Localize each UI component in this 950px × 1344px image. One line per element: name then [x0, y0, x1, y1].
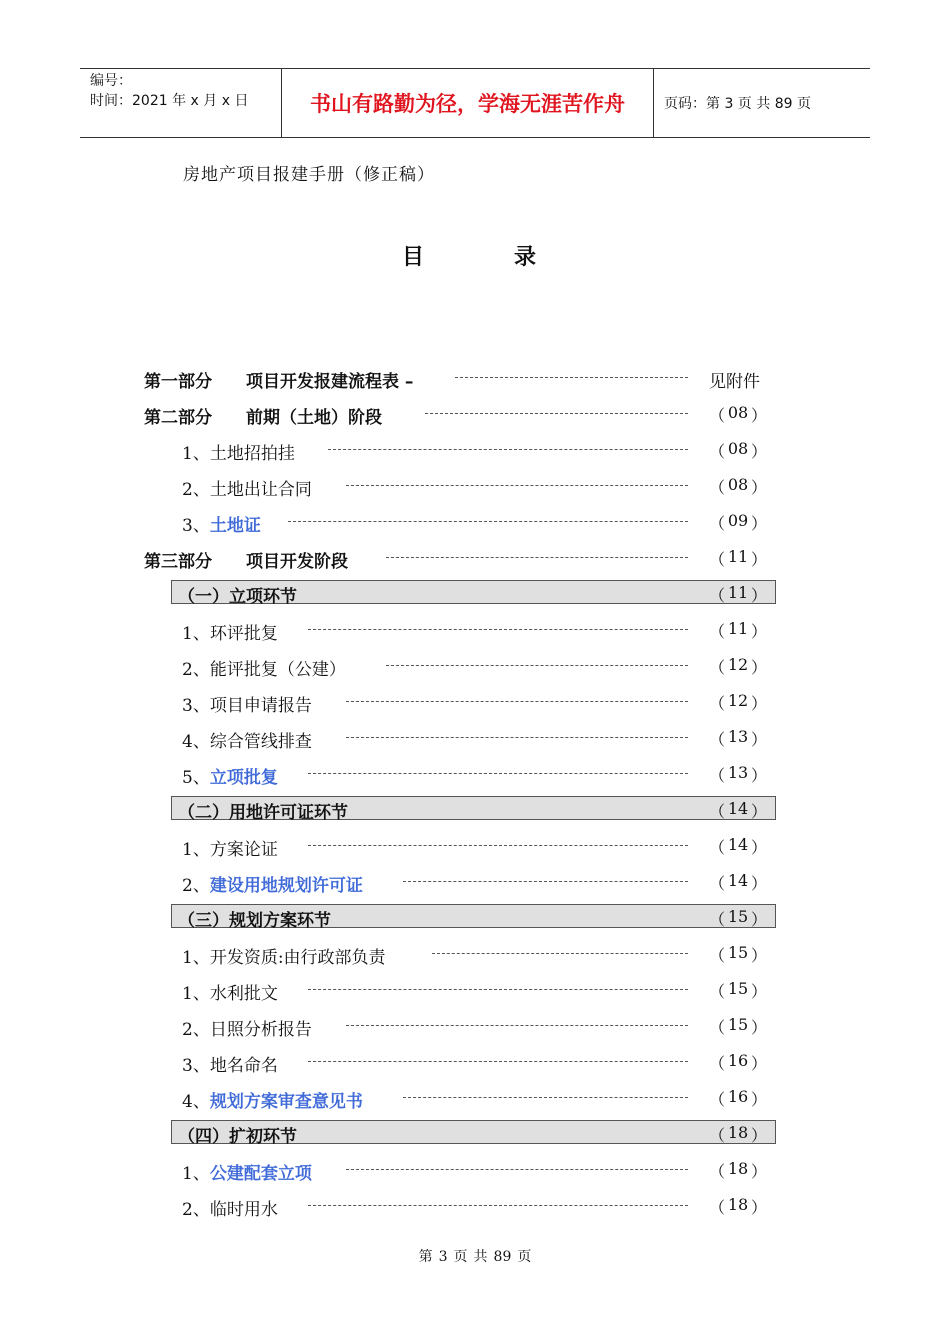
paren-open: （: [709, 766, 726, 785]
paren-close: ）: [750, 550, 767, 569]
toc-heading-char-1: 目: [402, 245, 425, 270]
toc-item-number: 2、: [182, 876, 210, 896]
toc-item-number: 1、: [182, 624, 210, 644]
toc-section-header[interactable]: [171, 904, 776, 931]
paren-open: （: [709, 1198, 726, 1217]
paren-close: ）: [750, 478, 767, 497]
toc-page-value: 18: [727, 1159, 749, 1178]
toc-page: [709, 727, 767, 750]
toc-item-number: 1、: [182, 948, 210, 968]
toc-item-text: 土地出让合同: [209, 480, 312, 500]
document-subtitle: 房地产项目报建手册（修正稿）: [183, 165, 435, 185]
toc-page: [709, 1087, 767, 1110]
toc-item-label: [182, 1159, 312, 1184]
toc-item-label: [182, 511, 261, 536]
toc-item-label: [182, 439, 295, 464]
footer-total-pages: 89: [493, 1249, 512, 1265]
leader-dots: [425, 413, 688, 414]
toc-item-text: 水利批文: [209, 984, 278, 1004]
toc-page: [709, 475, 767, 498]
toc-item-text: 综合管线排查: [209, 732, 312, 752]
toc-page-value: 15: [727, 1015, 749, 1034]
toc-page-value: 11: [727, 547, 749, 566]
toc-page: [709, 1195, 767, 1218]
toc-page: [709, 871, 767, 894]
paren-open: （: [709, 730, 726, 749]
toc-page: [709, 403, 767, 426]
toc-item-label: [182, 691, 312, 716]
toc-page-value: 见附件: [709, 372, 760, 392]
toc-item-text: 开发资质:由行政部负责: [209, 948, 386, 968]
leader-dots: [346, 1025, 688, 1026]
toc-part-label: 第三部分 项目开发阶段: [144, 552, 348, 572]
motto: 书山有路勤为径，学海无涯苦作舟: [282, 69, 654, 137]
paren-open: （: [709, 1054, 726, 1073]
toc-heading: [402, 240, 536, 271]
toc-page: [709, 1159, 767, 1182]
toc-page: [709, 835, 767, 858]
toc-page: [709, 1051, 767, 1074]
toc-item[interactable]: [0, 1044, 950, 1080]
footer-text: 页: [517, 1249, 532, 1265]
header-meta-cell: [80, 69, 282, 137]
toc-page: [709, 583, 767, 606]
toc-item[interactable]: [0, 684, 950, 720]
toc-page: [709, 655, 767, 678]
toc-part-label: 第二部分 前期（土地）阶段: [144, 408, 382, 428]
toc-item-label: [182, 655, 346, 680]
paren-open: （: [709, 406, 726, 425]
toc-item[interactable]: [0, 936, 950, 972]
toc-section-header[interactable]: [171, 796, 776, 823]
paren-open: （: [709, 514, 726, 533]
paren-close: ）: [750, 1198, 767, 1217]
paren-open: （: [709, 658, 726, 677]
toc-item[interactable]: [0, 648, 950, 684]
paren-open: （: [709, 586, 726, 605]
toc-page-value: 13: [727, 763, 749, 782]
toc-item-text: 日照分析报告: [209, 1020, 312, 1040]
leader-dots: [403, 881, 688, 882]
paren-close: ）: [750, 1126, 767, 1145]
toc-page: [709, 1123, 767, 1146]
toc-item-text: 项目申请报告: [209, 696, 312, 716]
leader-dots: [308, 629, 688, 630]
toc-page: [709, 907, 767, 930]
toc-page-value: 18: [727, 1123, 749, 1142]
leader-dots: [308, 989, 688, 990]
paren-close: ）: [750, 766, 767, 785]
toc-item-text: 方案论证: [209, 840, 278, 860]
toc-page-value: 08: [727, 475, 749, 494]
toc-item-number: 4、: [182, 1092, 210, 1112]
footer-text: 第: [418, 1249, 433, 1265]
toc-page-value: 11: [727, 583, 749, 602]
toc-item[interactable]: [0, 468, 950, 504]
leader-dots: [346, 1169, 688, 1170]
toc-item-label: [182, 619, 278, 644]
toc-page: [709, 1015, 767, 1038]
toc-item-label: [182, 871, 363, 896]
toc-item[interactable]: [0, 432, 950, 468]
toc-page-value: 15: [727, 943, 749, 962]
paren-open: （: [709, 1126, 726, 1145]
paren-open: （: [709, 946, 726, 965]
paren-open: （: [709, 442, 726, 461]
toc-part-1[interactable]: [0, 360, 950, 396]
toc-page-value: 14: [727, 835, 749, 854]
toc-item-text: 能评批复（公建）: [209, 660, 346, 680]
leader-dots: [308, 773, 688, 774]
time-label: 时间：2021 年 x 月 x 日: [90, 93, 249, 109]
paren-close: ）: [750, 910, 767, 929]
toc-page-value: 08: [727, 403, 749, 422]
toc-item-number: 3、: [182, 1056, 210, 1076]
toc-item-number: 1、: [182, 984, 210, 1004]
header-page-info: 页码：第 3 页 共 89 页: [664, 96, 811, 112]
toc-part-label: 第一部分 项目开发报建流程表 –: [144, 372, 414, 392]
toc-section-label: （四）扩初环节: [178, 1127, 297, 1147]
toc-page: [709, 799, 767, 822]
toc-page: [709, 511, 767, 534]
toc-page: [709, 439, 767, 462]
leader-dots: [386, 557, 688, 558]
paren-open: （: [709, 550, 726, 569]
toc-section-label: （二）用地许可证环节: [178, 803, 348, 823]
toc-item-number: 2、: [182, 480, 210, 500]
toc-item-label: [182, 979, 278, 1004]
toc-item-text: 地名命名: [209, 1056, 278, 1076]
toc-item-label: [182, 1087, 363, 1112]
paren-close: ）: [750, 622, 767, 641]
toc-item-label: [182, 1051, 278, 1076]
paren-close: ）: [750, 1162, 767, 1181]
paren-close: ）: [750, 514, 767, 533]
toc-part-3[interactable]: [0, 540, 950, 576]
toc-page-value: 14: [727, 871, 749, 890]
paren-close: ）: [750, 442, 767, 461]
toc-item[interactable]: [0, 828, 950, 864]
toc-page: [709, 367, 767, 392]
toc-item-number: 4、: [182, 732, 210, 752]
toc-item-link[interactable]: 土地证: [209, 516, 261, 536]
toc-page-value: 15: [727, 907, 749, 926]
toc-page-value: 12: [727, 655, 749, 674]
paren-open: （: [709, 802, 726, 821]
toc-item-number: 2、: [182, 660, 210, 680]
toc-item[interactable]: [0, 1188, 950, 1224]
paren-open: （: [709, 478, 726, 497]
leader-dots: [346, 737, 688, 738]
toc-page: [709, 943, 767, 966]
paren-open: （: [709, 1162, 726, 1181]
toc-item[interactable]: [0, 504, 950, 540]
toc-page: [709, 547, 767, 570]
toc-item[interactable]: [0, 756, 950, 792]
paren-close: ）: [750, 1018, 767, 1037]
leader-dots: [403, 1097, 688, 1098]
toc-page: [709, 691, 767, 714]
toc-item-number: 3、: [182, 696, 210, 716]
toc-page-value: 18: [727, 1195, 749, 1214]
paren-close: ）: [750, 874, 767, 893]
paren-open: （: [709, 1090, 726, 1109]
page-header: [80, 68, 870, 138]
toc-item-label: [182, 835, 278, 860]
toc-section-label: （三）规划方案环节: [178, 911, 331, 931]
toc-item-label: [182, 1015, 312, 1040]
paren-close: ）: [750, 658, 767, 677]
leader-dots: [308, 845, 688, 846]
paren-open: （: [709, 874, 726, 893]
leader-dots: [288, 521, 688, 522]
toc-page-value: 16: [727, 1051, 749, 1070]
toc-item-label: [182, 1195, 278, 1220]
paren-open: （: [709, 838, 726, 857]
toc-page-value: 14: [727, 799, 749, 818]
toc-item-number: 5、: [182, 768, 210, 788]
toc-item-number: 1、: [182, 840, 210, 860]
paren-close: ）: [750, 1054, 767, 1073]
leader-dots: [328, 449, 688, 450]
leader-dots: [432, 953, 688, 954]
toc-item-label: [182, 763, 278, 788]
toc-item-text: 临时用水: [209, 1200, 278, 1220]
toc-item[interactable]: [0, 864, 950, 900]
toc-page-value: 08: [727, 439, 749, 458]
footer-text: 页: [453, 1249, 468, 1265]
paren-open: （: [709, 622, 726, 641]
toc-item-link[interactable]: 规划方案审查意见书: [209, 1092, 363, 1112]
toc-page-value: 09: [727, 511, 749, 530]
toc-item[interactable]: [0, 612, 950, 648]
toc-item-label: [182, 727, 312, 752]
paren-close: ）: [750, 586, 767, 605]
toc-section-label: （一）立项环节: [178, 587, 297, 607]
toc-item-number: 1、: [182, 1164, 210, 1184]
page-footer: [0, 1246, 950, 1266]
leader-dots: [386, 665, 688, 666]
footer-page-number: 3: [438, 1249, 448, 1265]
paren-close: ）: [750, 838, 767, 857]
toc-item[interactable]: [0, 1152, 950, 1188]
toc-page: [709, 763, 767, 786]
paren-close: ）: [750, 730, 767, 749]
leader-dots: [346, 485, 688, 486]
toc-page-value: 13: [727, 727, 749, 746]
paren-close: ）: [750, 802, 767, 821]
toc-page-value: 15: [727, 979, 749, 998]
toc-item-label: [182, 943, 386, 968]
toc-page-value: 11: [727, 619, 749, 638]
toc-item[interactable]: [0, 972, 950, 1008]
toc-item[interactable]: [0, 1008, 950, 1044]
toc-item-link[interactable]: 公建配套立项: [209, 1164, 312, 1184]
toc-page-value: 12: [727, 691, 749, 710]
toc-item-text: 土地招拍挂: [209, 444, 295, 464]
toc-item-number: 3、: [182, 516, 210, 536]
paren-close: ）: [750, 694, 767, 713]
paren-close: ）: [750, 946, 767, 965]
toc-part-2[interactable]: [0, 396, 950, 432]
paren-open: （: [709, 910, 726, 929]
toc-item[interactable]: [0, 720, 950, 756]
toc-heading-char-2: 录: [514, 245, 537, 270]
paren-open: （: [709, 1018, 726, 1037]
toc-item[interactable]: [0, 1080, 950, 1116]
toc-item-number: 2、: [182, 1020, 210, 1040]
leader-dots: [308, 1061, 688, 1062]
toc-page-value: 16: [727, 1087, 749, 1106]
paren-close: ）: [750, 406, 767, 425]
leader-dots: [455, 377, 688, 378]
leader-dots: [346, 701, 688, 702]
toc-page: [709, 979, 767, 1002]
toc-item-number: 2、: [182, 1200, 210, 1220]
toc-item-link[interactable]: 立项批复: [209, 768, 278, 788]
toc-item-link[interactable]: 建设用地规划许可证: [209, 876, 363, 896]
paren-open: （: [709, 982, 726, 1001]
paren-close: ）: [750, 1090, 767, 1109]
toc-item-text: 环评批复: [209, 624, 278, 644]
paren-open: （: [709, 694, 726, 713]
toc-page: [709, 619, 767, 642]
toc-section-header[interactable]: [171, 580, 776, 607]
footer-text: 共: [473, 1249, 488, 1265]
paren-close: ）: [750, 982, 767, 1001]
toc-section-header[interactable]: [171, 1120, 776, 1147]
number-label: 编号：: [90, 73, 132, 89]
leader-dots: [308, 1205, 688, 1206]
toc-item-number: 1、: [182, 444, 210, 464]
toc-item-label: [182, 475, 312, 500]
